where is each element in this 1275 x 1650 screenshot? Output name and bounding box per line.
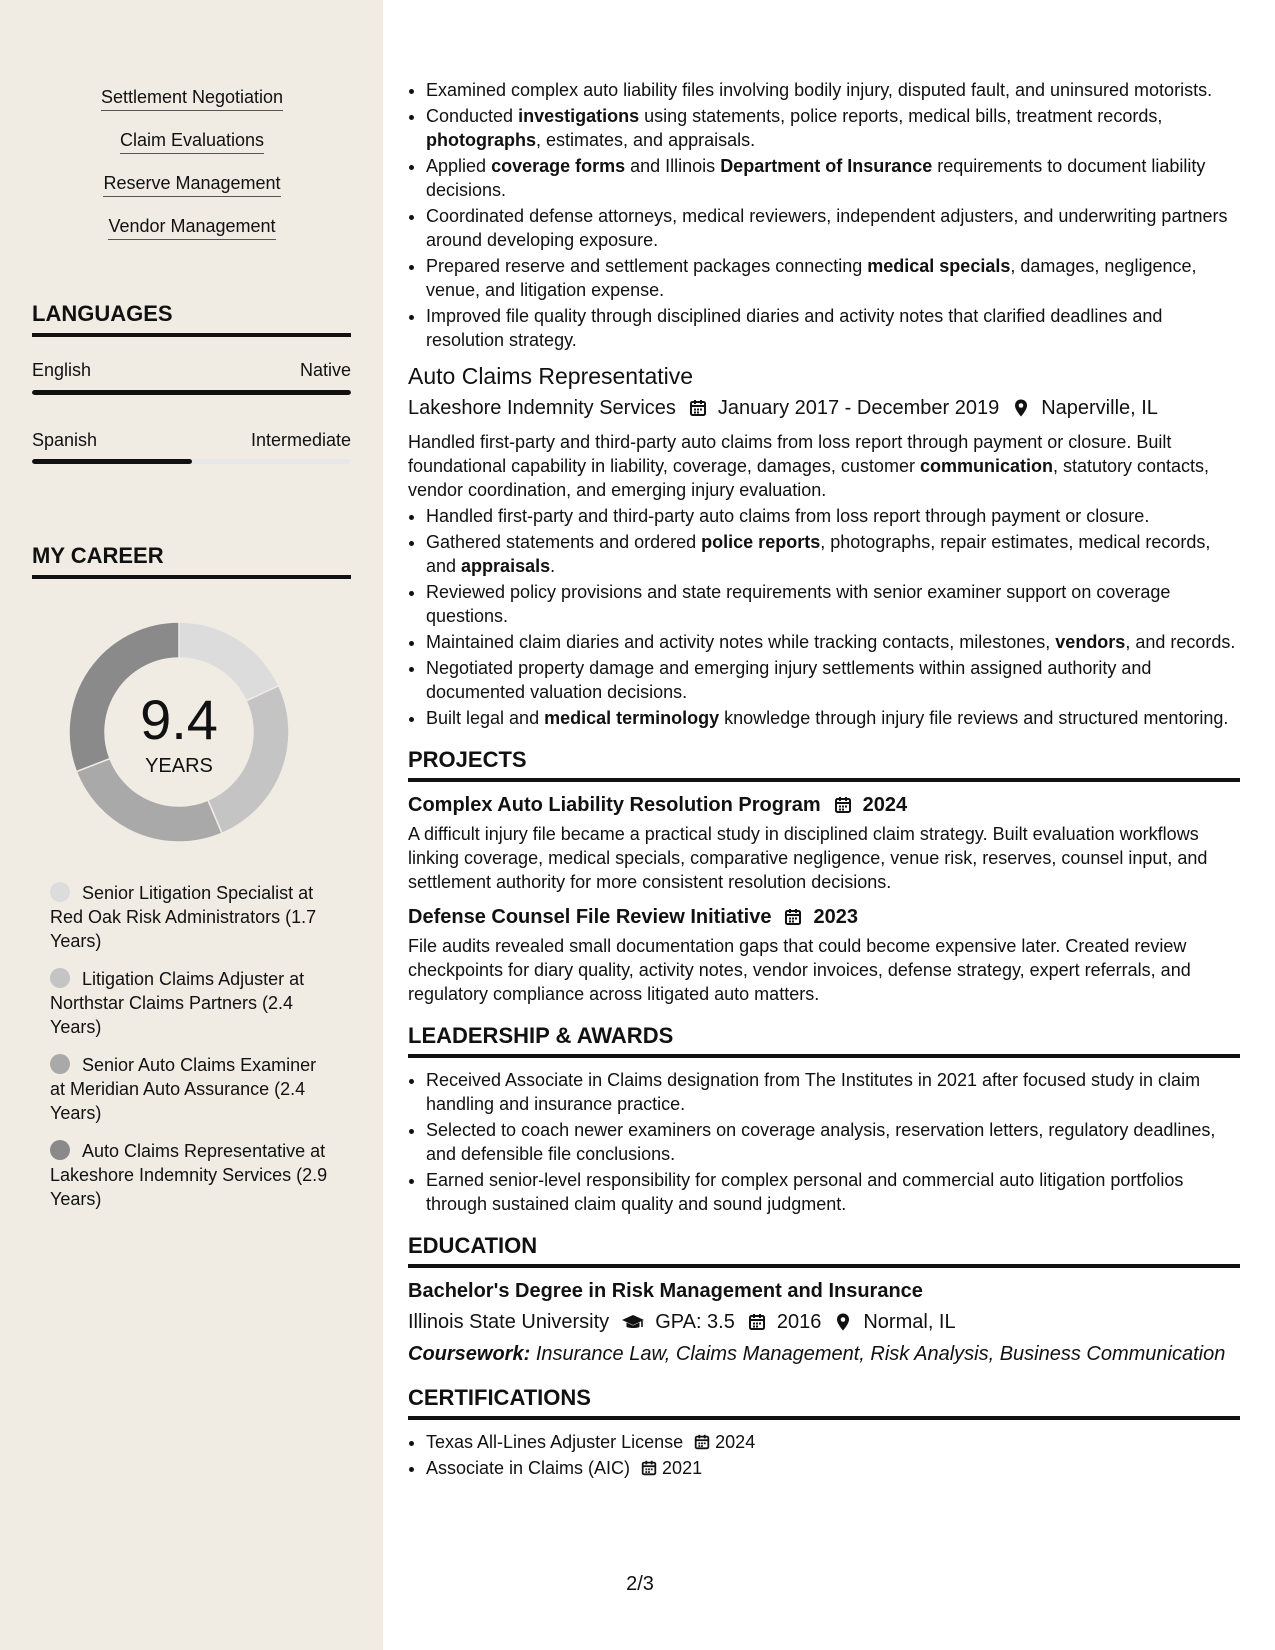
- text-segment: knowledge through injury file reviews and structured mentoring.: [719, 708, 1229, 728]
- language-proficiency-fill: [32, 390, 351, 395]
- languages-heading: LANGUAGES: [32, 300, 351, 337]
- bold-text: vendors: [1055, 632, 1126, 652]
- skill-tag: Vendor Management: [108, 215, 275, 240]
- project-item: [408, 904, 1240, 1006]
- job-location: Naperville, IL: [1041, 397, 1158, 419]
- bullet-item: [426, 154, 1240, 202]
- page-number: 2/3: [626, 1573, 654, 1595]
- leadership-list: [408, 1068, 1240, 1216]
- text-segment: , and records.: [1125, 632, 1236, 652]
- text-segment: Improved file quality through disciplined diaries and activity notes that clarified deadlines and resolution strategy.: [426, 306, 1163, 350]
- skill-tag: Claim Evaluations: [120, 129, 264, 154]
- language-row: [32, 359, 351, 381]
- education-meta: [408, 1308, 1240, 1336]
- career-total-unit: YEARS: [145, 755, 213, 777]
- legend-swatch: [50, 968, 70, 988]
- job-bullets: [408, 504, 1240, 730]
- bold-text: appraisals: [461, 556, 551, 576]
- text-segment: Negotiated property damage and emerging injury settlements within assigned authority and documented valuation decisions.: [426, 658, 1152, 702]
- education-location: Normal, IL: [863, 1311, 956, 1333]
- education-degree: Bachelor's Degree in Risk Management and Insurance: [408, 1280, 923, 1302]
- job-meta: [408, 394, 1240, 422]
- bold-text: Department of Insurance: [720, 156, 933, 176]
- project-year: 2023: [813, 906, 858, 928]
- certification-name: • Texas All-Lines Adjuster License: [426, 1432, 684, 1452]
- text-segment: Gathered statements and ordered: [426, 532, 702, 552]
- legend-swatch: [50, 1140, 70, 1160]
- leadership-item: • Earned senior-level responsibility for complex personal and commercial auto litigation portfolios through sustained claim quality and sound judgment.: [426, 1168, 1240, 1216]
- legend-label: Auto Claims Representative at Lakeshore Indemnity Services (2.9 Years): [50, 1141, 328, 1209]
- text-segment: , statutory contacts, vendor coordination, and emerging injury evaluation.: [408, 456, 1210, 500]
- bullet-item: [426, 530, 1240, 578]
- main-content: [408, 78, 1240, 1482]
- calendar-icon: [747, 1312, 767, 1332]
- language-proficiency-fill: [32, 459, 192, 464]
- skill-tag: Settlement Negotiation: [101, 86, 283, 111]
- text-segment: , photographs, repair estimates, medical records, and: [426, 532, 1211, 576]
- text-segment: .: [550, 556, 556, 576]
- language-proficiency-bar: [32, 390, 351, 395]
- bullet-item: [426, 304, 1240, 352]
- job-dates: January 2017 - December 2019: [717, 397, 1000, 419]
- project-description: File audits revealed small documentation gaps that could become expensive later. Created review checkpoints for diary quality, activity notes, vendor invoices, defense strategy, expert referrals, and regulatory compliance across litigated auto matters.: [408, 936, 1191, 1004]
- certification-item: [426, 1430, 1240, 1454]
- calendar-icon: [688, 398, 708, 418]
- skill-tag: Reserve Management: [103, 172, 280, 197]
- career-legend-item: [50, 967, 335, 1039]
- bold-text: coverage forms: [491, 156, 626, 176]
- legend-swatch: [50, 1054, 70, 1074]
- project-title-row: [408, 792, 1240, 818]
- leadership-item: • Received Associate in Claims designation from The Institutes in 2021 after focused study in claim handling and insurance practice.: [426, 1068, 1240, 1116]
- project-year: 2024: [862, 794, 908, 816]
- bullet-item: [426, 630, 1240, 654]
- bullet-item: [426, 254, 1240, 302]
- language-name: Spanish: [32, 430, 98, 450]
- calendar-icon: [693, 1433, 711, 1451]
- calendar-icon: [783, 907, 803, 927]
- text-segment: Prepared reserve and settlement packages connecting: [426, 256, 868, 276]
- project-title: Defense Counsel File Review Initiative: [408, 906, 772, 928]
- career-legend-item: [50, 1139, 335, 1211]
- text-segment: and Illinois: [625, 156, 721, 176]
- bullet-item: [426, 78, 1240, 102]
- bullet-item: [426, 504, 1240, 528]
- job-title: Auto Claims Representative: [408, 363, 694, 389]
- project-description: A difficult injury file became a practical study in disciplined claim strategy. Built evaluation workflows linking coverage, medical specials, comparative negligence, venue risk, reserves, counsel input, and settlement authority for more consistent resolution decisions.: [408, 824, 1208, 892]
- certification-year: 2021: [662, 1458, 703, 1478]
- career-legend-item: [50, 881, 335, 953]
- legend-label: Senior Auto Claims Examiner at Meridian Auto Assurance (2.4 Years): [50, 1055, 317, 1123]
- projects-heading: PROJECTS: [408, 746, 1240, 782]
- language-row: [32, 429, 351, 451]
- sidebar: [0, 0, 383, 1650]
- text-segment: , estimates, and appraisals.: [536, 130, 756, 150]
- text-segment: Coordinated defense attorneys, medical reviewers, independent adjusters, and underwriting partners around developing exposure.: [426, 206, 1228, 250]
- bullet-item: [426, 580, 1240, 628]
- bullet-item: [426, 204, 1240, 252]
- text-segment: , damages, negligence, venue, and litigation expense.: [426, 256, 1197, 300]
- text-segment: using statements, police reports, medical bills, treatment records,: [639, 106, 1163, 126]
- text-segment: Handled first-party and third-party auto claims from loss report through payment or closure. Built foundational capability in liability, coverage, damages, customer: [408, 432, 1172, 476]
- project-item: [408, 792, 1240, 894]
- legend-label: Senior Litigation Specialist at Red Oak Risk Administrators (1.7 Years): [50, 883, 317, 951]
- text-segment: Applied: [426, 156, 492, 176]
- language-proficiency-bar: [32, 459, 351, 464]
- bold-text: investigations: [518, 106, 640, 126]
- career-heading: MY CAREER: [32, 542, 351, 579]
- bold-text: police reports: [701, 532, 821, 552]
- certifications-heading: CERTIFICATIONS: [408, 1384, 1240, 1420]
- job-summary: [408, 430, 1240, 502]
- education-year: 2016: [776, 1311, 822, 1333]
- education-gpa: GPA: 3.5: [655, 1311, 735, 1333]
- map-pin-icon: [833, 1312, 853, 1332]
- skills-list: [32, 86, 352, 258]
- language-level: Intermediate: [250, 430, 351, 450]
- bold-text: medical terminology: [544, 708, 720, 728]
- text-segment: Examined complex auto liability files involving bodily injury, disputed fault, and uninsured motorists.: [426, 80, 1213, 100]
- calendar-icon: [640, 1459, 658, 1477]
- company-name: Lakeshore Indemnity Services: [408, 397, 676, 419]
- coursework-list: Insurance Law, Claims Management, Risk Analysis, Business Communication: [535, 1343, 1226, 1365]
- text-segment: Conducted: [426, 106, 519, 126]
- language-name: English: [32, 360, 92, 380]
- legend-label: Litigation Claims Adjuster at Northstar Claims Partners (2.4 Years): [50, 969, 305, 1037]
- education-heading: EDUCATION: [408, 1232, 1240, 1268]
- career-legend: [50, 881, 335, 1225]
- leadership-item: • Selected to coach newer examiners on coverage analysis, reservation letters, regulatory deadlines, and defensible file conclusions.: [426, 1118, 1240, 1166]
- education-coursework: [408, 1340, 1240, 1368]
- bold-text: photographs: [426, 130, 536, 150]
- text-segment: Maintained claim diaries and activity notes while tracking contacts, milestones,: [426, 632, 1056, 652]
- certifications-list: [408, 1430, 1240, 1480]
- text-segment: Built legal and: [426, 708, 545, 728]
- graduation-cap-icon: [621, 1312, 645, 1332]
- text-segment: Handled first-party and third-party auto claims from loss report through payment or closure.: [426, 506, 1150, 526]
- bullet-item: [426, 104, 1240, 152]
- certification-item: [426, 1456, 1240, 1480]
- bold-text: medical specials: [867, 256, 1011, 276]
- previous-role-bullets: [408, 78, 1240, 352]
- bullet-item: [426, 656, 1240, 704]
- legend-swatch: [50, 882, 70, 902]
- map-pin-icon: [1011, 398, 1031, 418]
- education-school: Illinois State University: [408, 1311, 610, 1333]
- text-segment: requirements to document liability decisions.: [426, 156, 1206, 200]
- language-level: Native: [299, 360, 351, 380]
- text-segment: Reviewed policy provisions and state requirements with senior examiner support on coverage questions.: [426, 582, 1171, 626]
- project-title: Complex Auto Liability Resolution Program: [408, 794, 821, 816]
- certification-name: • Associate in Claims (AIC): [426, 1458, 631, 1478]
- bold-text: communication: [919, 456, 1053, 476]
- leadership-heading: LEADERSHIP & AWARDS: [408, 1022, 1240, 1058]
- career-total-value: 9.4: [140, 688, 218, 751]
- bullet-item: [426, 706, 1240, 730]
- calendar-icon: [833, 795, 853, 815]
- coursework-label: Coursework:: [408, 1343, 531, 1365]
- certification-year: 2024: [715, 1432, 756, 1452]
- project-title-row: [408, 904, 1240, 930]
- career-legend-item: [50, 1053, 335, 1125]
